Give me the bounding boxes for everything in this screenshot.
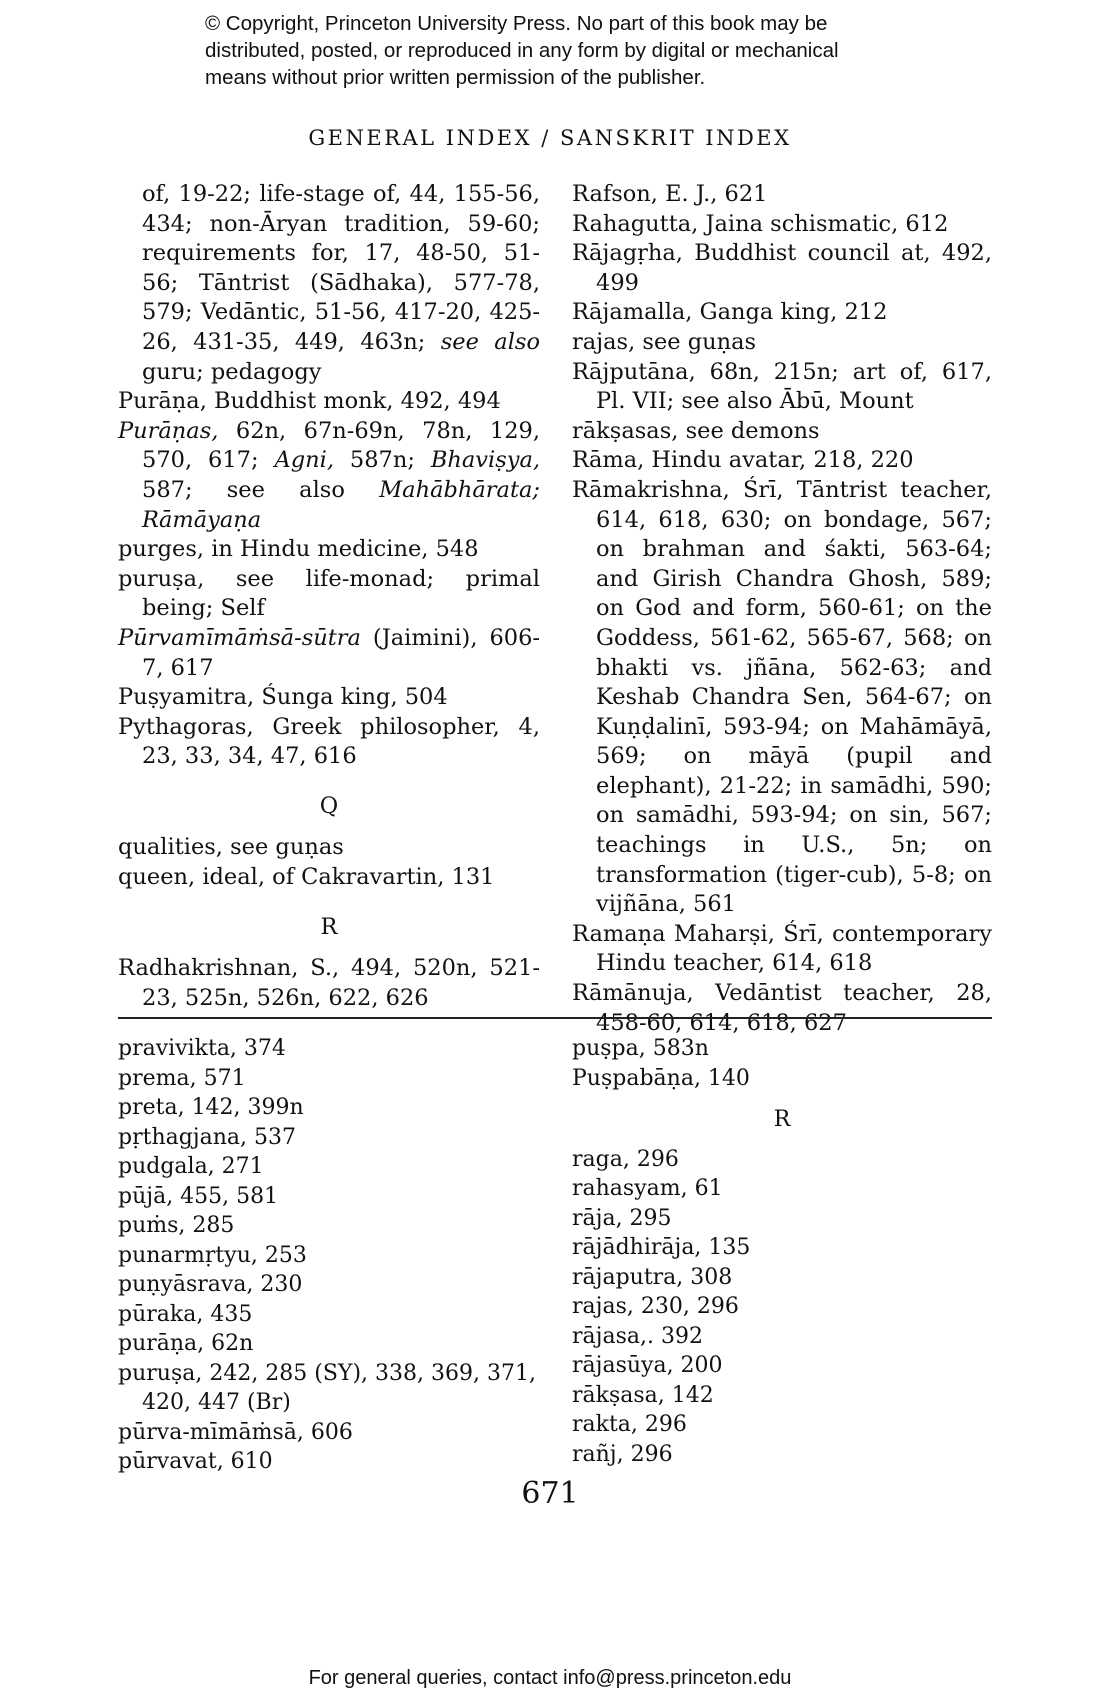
sanskrit-index-left-column xyxy=(118,1034,558,1477)
sanskrit-index-right-column xyxy=(572,1034,992,1469)
copyright-line: distributed, posted, or reproduced in any form by digital or mechanical xyxy=(205,39,839,62)
index-entry: rajas, see guṇas xyxy=(572,328,757,355)
entry-text: guru; pedagogy xyxy=(142,358,322,385)
index-entry: puṣpa, 583n xyxy=(572,1036,709,1061)
index-entry: Pythagoras, Greek philosopher, 4, 23, 33, 34, 47, 616 xyxy=(118,713,540,770)
index-entry: puruṣa, see life-monad; primal being; Self xyxy=(118,565,540,622)
index-entry: rākṣasas, see demons xyxy=(572,417,820,444)
index-entry: Rafson, E. J., 621 xyxy=(572,181,768,207)
index-entry: rākṣasa, 142 xyxy=(572,1382,714,1408)
index-entry: Ramaṇa Maharṣi, Śrī, contemporary Hindu teacher, 614, 618 xyxy=(572,920,992,977)
index-entry: Rāma, Hindu avatar, 218, 220 xyxy=(572,447,914,474)
index-entry: Rahagutta, Jaina schismatic, 612 xyxy=(572,210,949,237)
index-entry: puruṣa, 242, 285 (SY), 338, 369, 371, 420, 447 (Br) xyxy=(118,1360,536,1415)
index-entry: Purāṇa, Buddhist monk, 492, 494 xyxy=(118,388,501,415)
entry-text: 617; xyxy=(208,447,259,474)
index-entry: puṁs, 285 xyxy=(118,1213,235,1238)
footer-contact: For general queries, contact info@press.princeton.edu xyxy=(308,1667,792,1689)
title-text: Purāṇas, xyxy=(118,417,219,444)
copyright-line: means without prior written permission of the publisher. xyxy=(205,66,706,89)
index-entry: rajas, 230, 296 xyxy=(572,1294,739,1319)
index-entry: rāja, 295 xyxy=(572,1205,672,1231)
index-entry: Rāmakrishna, Śrī, Tāntrist teacher, 614, 618, 630; on bondage, 567; on brahman and śakti, 563-64; and Girish Chandra Ghosh, 589; on God and form, 560-61; on the Goddess, 561-62, 565-67, 568; on bhakti vs. jñāna, 562-63; and Keshab Chandra Sen, 564-67; on Kuṇḍalinī, 593-94; on Mahāmāyā, 569; on māyā (pupil and elephant), 21-22; in samādhi, 590; on samādhi, 593-94; on sin, 567; teachings in U.S., 5n; on transformation (tiger-cub), 5-8; on vijñāna, 561 xyxy=(572,476,992,918)
section-letter-q: Q xyxy=(319,792,339,819)
index-entry: rājādhirāja, 135 xyxy=(572,1235,751,1260)
index-entry: Puṣpabāṇa, 140 xyxy=(572,1065,750,1091)
index-entry: rājaputra, 308 xyxy=(572,1264,733,1290)
title-text: Mahābhārata; Rāmāyaṇa xyxy=(142,476,540,533)
index-entry: rājasūya, 200 xyxy=(572,1353,723,1378)
see-also-text: see also xyxy=(440,328,540,355)
section-divider xyxy=(118,1017,992,1019)
title-text: Bhaviṣya, xyxy=(430,447,541,474)
index-entry: qualities, see guṇas xyxy=(118,834,344,861)
index-entry: prema, 571 xyxy=(118,1065,246,1091)
index-entry: punarmṛtyu, 253 xyxy=(118,1242,307,1268)
title-text: Agni, xyxy=(274,447,334,474)
index-entry: puṇyāsrava, 230 xyxy=(118,1272,303,1297)
index-entry xyxy=(118,624,540,683)
index-entry: pudgala, 271 xyxy=(118,1154,264,1179)
index-entry: queen, ideal, of Cakravartin, 131 xyxy=(118,864,495,891)
copyright-notice xyxy=(205,10,965,91)
title-text: Pūrvamīmāṁsā-sūtra xyxy=(118,624,361,651)
section-letter-r: R xyxy=(320,913,338,940)
index-entry: preta, 142, 399n xyxy=(118,1095,304,1120)
general-index-left-column xyxy=(118,180,540,1013)
index-entry: rañj, 296 xyxy=(572,1441,673,1467)
entry-text: 587n; xyxy=(333,447,431,474)
index-entry: rahasyam, 61 xyxy=(572,1176,723,1201)
general-index-right-column xyxy=(572,180,992,1038)
page-number: 671 xyxy=(521,1476,579,1511)
index-entry: pūrvavat, 610 xyxy=(118,1449,273,1474)
running-header: GENERAL INDEX / SANSKRIT INDEX xyxy=(308,126,792,150)
index-entry: pravivikta, 374 xyxy=(118,1036,286,1061)
index-entry: raga, 296 xyxy=(572,1146,679,1172)
entry-text: of, 19-22; life-stage of, 44, 155-56, 434; non-Āryan tradition, 59-60; requirements for, 17, 48-50, 51-56; Tāntrist (Sādhaka), 577-78, 579; Vedāntic, 51-56, 417-20, 425-26, 431-35, 449, 463n; xyxy=(142,181,540,355)
section-letter-r: R xyxy=(773,1107,791,1132)
index-entry: purges, in Hindu medicine, 548 xyxy=(118,536,479,563)
index-entry xyxy=(118,417,540,535)
index-entry: Rājagṛha, Buddhist council at, 492, 499 xyxy=(572,240,992,296)
index-entry: purāṇa, 62n xyxy=(118,1331,254,1356)
index-entry: Rājputāna, 68n, 215n; art of, 617, Pl. VII; see also Ābū, Mount xyxy=(572,358,992,415)
entry-text: 62n, 67n-69n, 78n, 129, 570, xyxy=(142,417,540,474)
index-entry: rājasa,. 392 xyxy=(572,1323,703,1349)
index-entry: pūjā, 455, 581 xyxy=(118,1183,279,1209)
entry-text: (Jaimini), 606-7, 617 xyxy=(142,624,540,681)
index-entry: Puṣyamitra, Śunga king, 504 xyxy=(118,684,448,711)
index-entry: rakta, 296 xyxy=(572,1412,687,1437)
index-entry: Rāmānuja, Vedāntist teacher, 28, 458-60, 614, 618, 627 xyxy=(572,980,992,1036)
entry-text: 587; see also xyxy=(142,476,380,503)
index-entry: pṛthagjana, 537 xyxy=(118,1124,297,1150)
index-entry: pūraka, 435 xyxy=(118,1301,253,1327)
index-entry: Rājamalla, Ganga king, 212 xyxy=(572,299,888,326)
copyright-line: © Copyright, Princeton University Press. No part of this book may be xyxy=(205,12,828,35)
index-entry: pūrva-mīmāṁsā, 606 xyxy=(118,1419,353,1445)
index-entry xyxy=(118,180,540,387)
index-entry: Radhakrishnan, S., 494, 520n, 521-23, 525n, 526n, 622, 626 xyxy=(118,955,540,1011)
